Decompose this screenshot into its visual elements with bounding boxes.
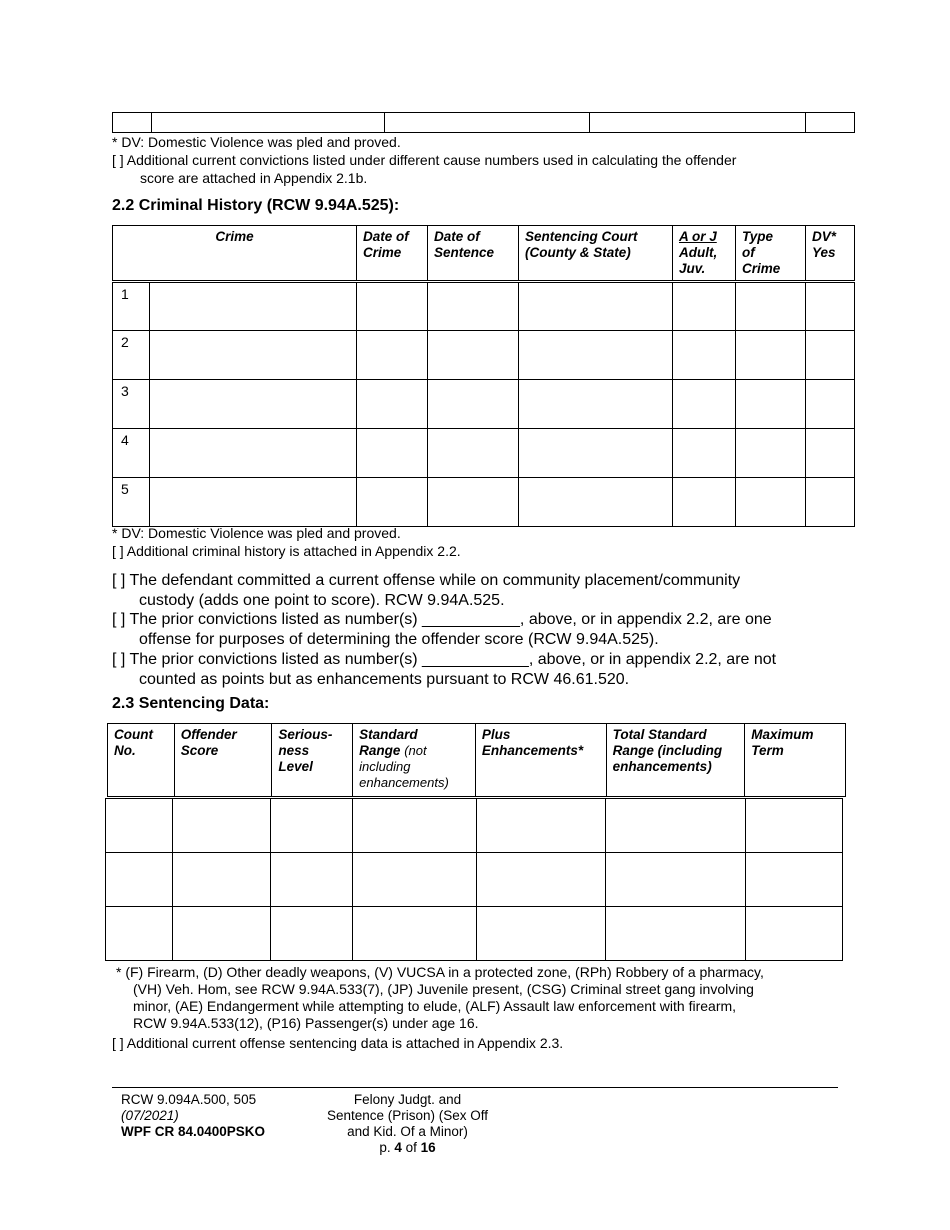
table-cell[interactable] — [806, 380, 855, 429]
table-cell[interactable] — [106, 853, 173, 907]
section-2-3-heading: 2.3 Sentencing Data: — [112, 695, 270, 712]
table-cell[interactable] — [736, 331, 806, 380]
table-cell[interactable] — [736, 429, 806, 478]
col-adult-juv: A or J Adult, Juv. — [673, 226, 736, 282]
table-cell[interactable] — [736, 380, 806, 429]
table-cell[interactable] — [806, 282, 855, 331]
dv-note-2: * DV: Domestic Violence was pled and proved. — [112, 525, 401, 541]
col-offender-score: Offender Score — [174, 724, 272, 797]
table-cell[interactable] — [150, 380, 357, 429]
table-cell[interactable] — [353, 853, 477, 907]
table-cell[interactable] — [736, 478, 806, 527]
table-cell[interactable] — [673, 282, 736, 331]
col-seriousness-level: Serious- ness Level — [272, 724, 353, 797]
col-standard-range: Standard Range (not including enhancements) — [353, 724, 476, 797]
sentencing-data-table — [105, 798, 843, 961]
table-cell[interactable] — [353, 907, 477, 961]
table-cell[interactable] — [271, 799, 353, 853]
table-row — [113, 478, 855, 527]
sentencing-data-header — [107, 723, 846, 797]
current-convictions-table-tail — [112, 112, 855, 133]
table-cell[interactable] — [150, 478, 357, 527]
table-cell[interactable] — [150, 331, 357, 380]
page-number: p. 4 of 16 — [379, 1140, 436, 1155]
table-cell[interactable] — [353, 799, 477, 853]
table-cell[interactable] — [519, 331, 673, 380]
footer-rule — [112, 1087, 838, 1088]
table-cell[interactable] — [606, 799, 746, 853]
table-cell[interactable] — [746, 853, 843, 907]
section-2-2-heading: 2.2 Criminal History (RCW 9.94A.525): — [112, 197, 400, 214]
dv-note: * DV: Domestic Violence was pled and proved. — [112, 134, 401, 150]
table-cell[interactable] — [806, 331, 855, 380]
col-dv: DV* Yes — [806, 226, 855, 282]
row-number: 1 — [113, 282, 150, 331]
table-cell[interactable] — [519, 478, 673, 527]
table-cell[interactable] — [150, 429, 357, 478]
table-cell[interactable] — [673, 429, 736, 478]
col-sentencing-court: Sentencing Court (County & State) — [519, 226, 673, 282]
table-cell[interactable] — [385, 113, 589, 133]
table-cell[interactable] — [746, 907, 843, 961]
row-number: 5 — [113, 478, 150, 527]
col-date-of-crime: Date of Crime — [357, 226, 428, 282]
table-cell[interactable] — [428, 380, 519, 429]
footer-left: RCW 9.094A.500, 505 (07/2021) WPF CR 84.0400PSKO — [121, 1092, 266, 1139]
table-cell[interactable] — [477, 907, 606, 961]
additional-history-checkbox[interactable]: [ ] Additional criminal history is attached in Appendix 2.2. — [112, 543, 461, 559]
additional-convictions-checkbox[interactable]: [ ] Additional current convictions listed under different cause numbers used in calculating the offender — [112, 152, 737, 168]
col-total-standard-range: Total Standard Range (including enhancements) — [606, 724, 745, 797]
table-cell[interactable] — [673, 478, 736, 527]
criminal-history-table — [112, 225, 855, 527]
table-cell[interactable] — [173, 907, 271, 961]
row-number: 3 — [113, 380, 150, 429]
table-cell[interactable] — [736, 282, 806, 331]
table-row — [106, 853, 843, 907]
table-cell[interactable] — [357, 282, 428, 331]
col-date-of-sentence: Date of Sentence — [428, 226, 519, 282]
table-cell[interactable] — [606, 907, 746, 961]
table-row — [106, 907, 843, 961]
col-type-of-crime: Type of Crime — [736, 226, 806, 282]
enhancement-legend: * (F) Firearm, (D) Other deadly weapons, (V) VUCSA in a protected zone, (RPh) Robbery of a pharmacy, (VH) Veh. Hom, see RCW 9.94A.533(7), (JP) Juvenile present, (CSG) Criminal street gang involving minor, (AE) Endangerment while attempting to elude, (ALF) Assault law enforcement with firearm, RCW 9.94A.533(12), (P16) Passenger(s) under age 16. — [116, 964, 764, 1031]
table-cell[interactable] — [173, 853, 271, 907]
additional-convictions-cont: score are attached in Appendix 2.1b. — [140, 170, 368, 186]
table-cell[interactable] — [606, 853, 746, 907]
table-cell[interactable] — [151, 113, 384, 133]
table-cell[interactable] — [271, 907, 353, 961]
one-offense-checkbox[interactable]: [ ] The prior convictions listed as number(s) ___________, above, or in appendix 2.2, are one offense for purposes of determining the offender score (RCW 9.94A.525). — [112, 611, 772, 648]
table-cell[interactable] — [357, 380, 428, 429]
table-cell[interactable] — [519, 429, 673, 478]
row-number: 2 — [113, 331, 150, 380]
table-cell[interactable] — [428, 429, 519, 478]
table-cell[interactable] — [673, 380, 736, 429]
table-cell[interactable] — [746, 799, 843, 853]
col-plus-enhancements: Plus Enhancements* — [475, 724, 606, 797]
table-cell[interactable] — [519, 380, 673, 429]
table-cell[interactable] — [357, 429, 428, 478]
table-cell[interactable] — [806, 478, 855, 527]
table-cell[interactable] — [806, 429, 855, 478]
table-cell[interactable] — [150, 282, 357, 331]
table-cell[interactable] — [589, 113, 805, 133]
table-cell[interactable] — [806, 113, 855, 133]
table-cell[interactable] — [106, 799, 173, 853]
table-cell[interactable] — [106, 907, 173, 961]
additional-sentencing-checkbox[interactable]: [ ] Additional current offense sentencing data is attached in Appendix 2.3. — [112, 1035, 564, 1051]
table-row — [113, 282, 855, 331]
table-row — [113, 380, 855, 429]
table-cell[interactable] — [357, 478, 428, 527]
table-cell[interactable] — [519, 282, 673, 331]
footer-center: Felony Judgt. and Sentence (Prison) (Sex Off and Kid. Of a Minor) p. 4 of 16 — [300, 1092, 515, 1156]
table-row — [106, 799, 843, 853]
col-maximum-term: Maximum Term — [745, 724, 846, 797]
table-cell[interactable] — [428, 478, 519, 527]
table-cell[interactable] — [673, 331, 736, 380]
table-cell[interactable] — [113, 113, 152, 133]
col-crime: Crime — [113, 226, 357, 282]
table-cell[interactable] — [173, 799, 271, 853]
table-cell[interactable] — [477, 799, 606, 853]
table-cell[interactable] — [271, 853, 353, 907]
table-row — [113, 429, 855, 478]
col-count-no: Count No. — [108, 724, 175, 797]
table-cell[interactable] — [428, 282, 519, 331]
community-custody-checkbox[interactable]: [ ] The defendant committed a current offense while on community placement/community custody (adds one point to score). RCW 9.94A.525. — [112, 572, 741, 609]
table-cell[interactable] — [357, 331, 428, 380]
table-cell[interactable] — [428, 331, 519, 380]
table-cell[interactable] — [477, 853, 606, 907]
table-row — [113, 331, 855, 380]
enhancements-checkbox[interactable]: [ ] The prior convictions listed as number(s) ____________, above, or in appendix 2.2, are not counted as points but as enhancements pursuant to RCW 46.61.520. — [112, 651, 777, 688]
row-number: 4 — [113, 429, 150, 478]
